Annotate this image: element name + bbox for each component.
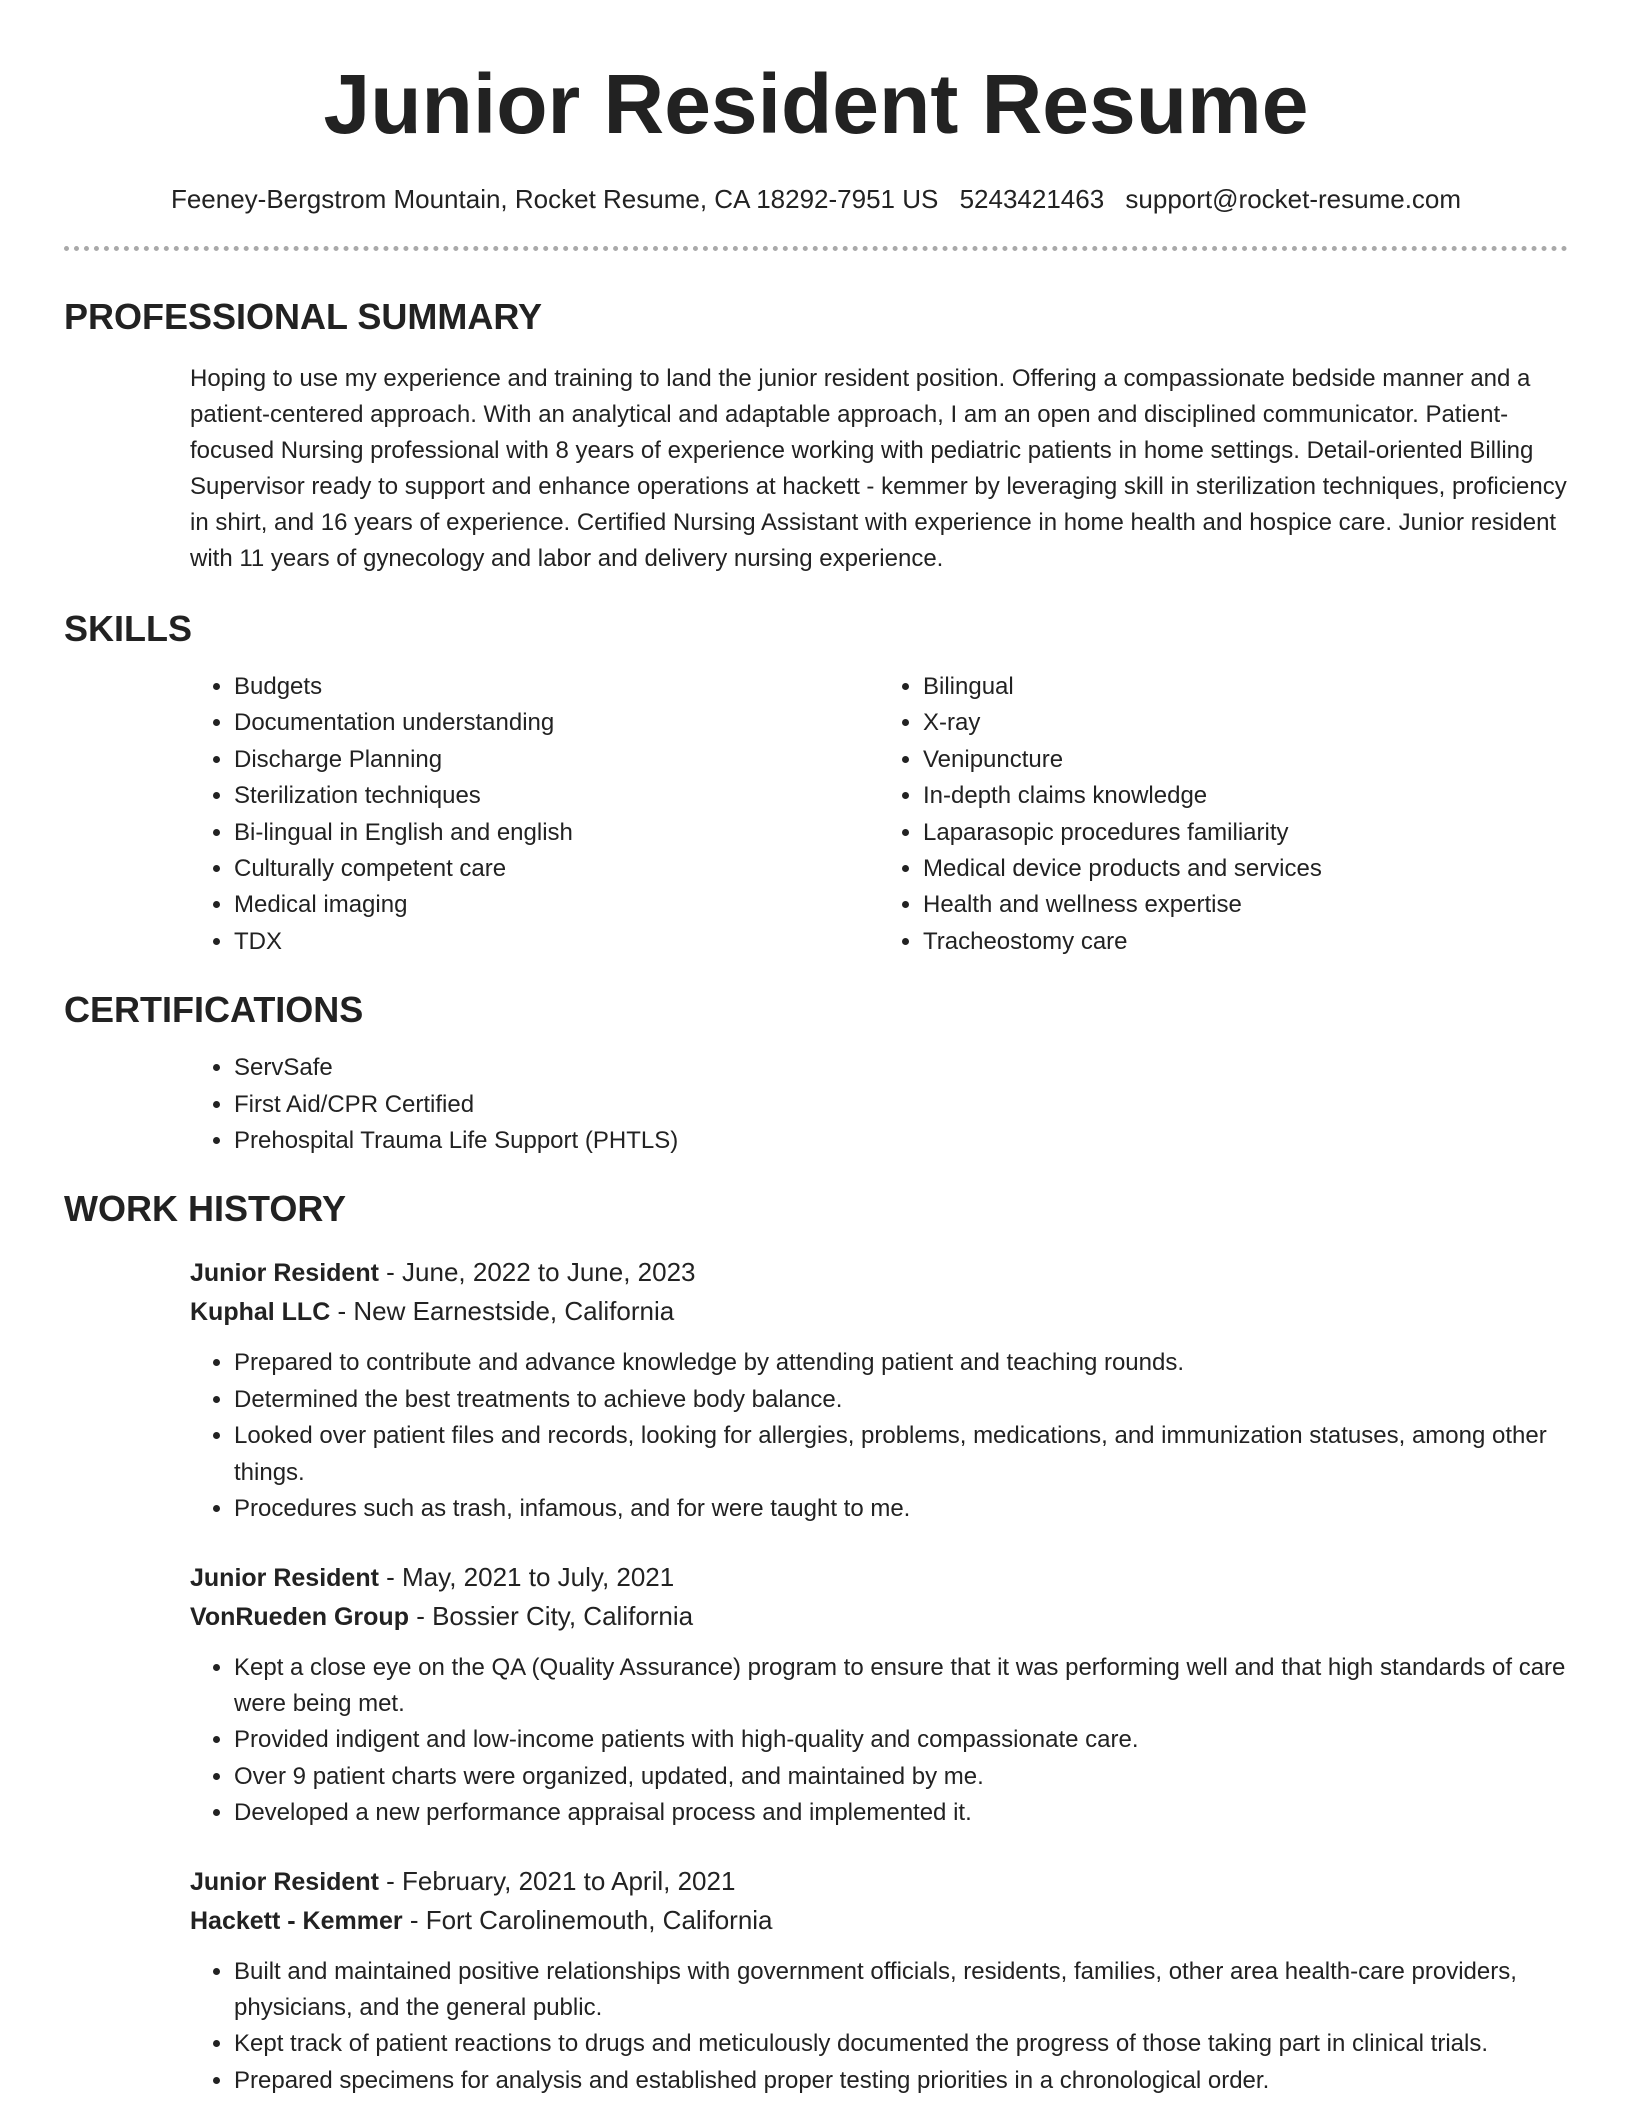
job-title-line bbox=[190, 1253, 1568, 1292]
contact-line bbox=[64, 182, 1568, 216]
job-bullet: • Prepared specimens for analysis and established proper testing priorities in a chronological order. bbox=[234, 2063, 1568, 2099]
resume-title: Junior Resident Resume bbox=[323, 57, 1309, 151]
job-location: - Fort Carolinemouth, California bbox=[402, 1904, 773, 1935]
job-company: VonRueden Group bbox=[190, 1602, 409, 1631]
skill-item: • TDX bbox=[234, 924, 879, 960]
skill-item: • Budgets bbox=[234, 669, 879, 705]
work-history-heading: WORK HISTORY bbox=[64, 1188, 347, 1230]
job-title-line bbox=[190, 1862, 1568, 1901]
certifications-heading: CERTIFICATIONS bbox=[64, 989, 364, 1031]
job-company: Kuphal LLC bbox=[190, 1298, 331, 1327]
certification-item: • First Aid/CPR Certified bbox=[234, 1087, 1568, 1123]
job-entry bbox=[190, 1558, 1568, 1832]
summary-heading: PROFESSIONAL SUMMARY bbox=[64, 296, 543, 337]
job-location: - New Earnestside, California bbox=[330, 1296, 675, 1327]
certifications-bullets bbox=[190, 1050, 1568, 1159]
job-title-line bbox=[190, 1558, 1568, 1597]
skill-item: • Medical device products and services bbox=[923, 851, 1568, 887]
certifications-list bbox=[190, 1050, 1568, 1159]
job-bullet: • Kept a close eye on the QA (Quality Assurance) program to ensure that it was performing well and that high standards of care were being met. bbox=[234, 1650, 1568, 1723]
job-bullet: • Looked over patient files and records, looking for allergies, problems, medications, and immunization statuses, among other things. bbox=[234, 1418, 1568, 1491]
job-dates: - February, 2021 to April, 2021 bbox=[378, 1865, 736, 1896]
job-company-line bbox=[190, 1597, 1568, 1636]
job-bullet: • Provided indigent and low-income patients with high-quality and compassionate care. bbox=[234, 1722, 1568, 1758]
job-company-line bbox=[190, 1292, 1568, 1331]
skills-list bbox=[190, 669, 1568, 960]
job-bullets bbox=[190, 1650, 1568, 1832]
contact-address: Feeney-Bergstrom Mountain, Rocket Resume, CA 18292-7951 US bbox=[170, 184, 939, 214]
skills-column-left bbox=[190, 669, 879, 960]
job-bullets bbox=[190, 1345, 1568, 1527]
skill-item: • Laparasopic procedures familiarity bbox=[923, 815, 1568, 851]
job-bullet: • Developed a new performance appraisal process and implemented it. bbox=[234, 1795, 1568, 1831]
skill-item: • In-depth claims knowledge bbox=[923, 778, 1568, 814]
skill-item: • Venipuncture bbox=[923, 742, 1568, 778]
contact-email: support@rocket-resume.com bbox=[1125, 184, 1462, 214]
resume-page bbox=[64, 0, 1568, 2099]
job-dates: - May, 2021 to July, 2021 bbox=[378, 1561, 675, 1592]
skill-item: • Medical imaging bbox=[234, 887, 879, 923]
job-company: Hackett - Kemmer bbox=[190, 1906, 403, 1935]
job-title: Junior Resident bbox=[190, 1563, 379, 1592]
job-bullet: • Determined the best treatments to achieve body balance. bbox=[234, 1382, 1568, 1418]
job-entry bbox=[190, 1253, 1568, 1527]
job-bullet: • Kept track of patient reactions to drugs and meticulously documented the progress of those taking part in clinical trials. bbox=[234, 2026, 1568, 2062]
skill-item: • X-ray bbox=[923, 705, 1568, 741]
skill-item: • Discharge Planning bbox=[234, 742, 879, 778]
skills-heading: SKILLS bbox=[64, 608, 193, 649]
skill-item: • Culturally competent care bbox=[234, 851, 879, 887]
skill-item: • Documentation understanding bbox=[234, 705, 879, 741]
job-entry bbox=[190, 1862, 1568, 2100]
job-title: Junior Resident bbox=[190, 1259, 379, 1288]
job-company-line bbox=[190, 1901, 1568, 1940]
skill-item: • Bilingual bbox=[923, 669, 1568, 705]
job-title: Junior Resident bbox=[190, 1867, 379, 1896]
certification-item: • Prehospital Trauma Life Support (PHTLS) bbox=[234, 1123, 1568, 1159]
skill-item: • Health and wellness expertise bbox=[923, 887, 1568, 923]
job-bullets bbox=[190, 1954, 1568, 2100]
job-bullet: • Prepared to contribute and advance knowledge by attending patient and teaching rounds. bbox=[234, 1345, 1568, 1381]
contact-phone: 5243421463 bbox=[959, 184, 1105, 214]
job-bullet: • Over 9 patient charts were organized, updated, and maintained by me. bbox=[234, 1759, 1568, 1795]
skill-item: • Sterilization techniques bbox=[234, 778, 879, 814]
skill-item: • Tracheostomy care bbox=[923, 924, 1568, 960]
job-bullet: • Built and maintained positive relationships with government officials, residents, families, other area health-care providers, physicians, and the general public. bbox=[234, 1954, 1568, 2027]
job-dates: - June, 2022 to June, 2023 bbox=[378, 1257, 696, 1288]
job-location: - Bossier City, California bbox=[408, 1600, 694, 1631]
header-divider bbox=[64, 246, 1568, 251]
job-bullet: • Procedures such as trash, infamous, and for were taught to me. bbox=[234, 1491, 1568, 1527]
summary-text: Hoping to use my experience and training to land the junior resident position. Offering a compassionate bedside manner and a patient-centered approach. With an analytical and adaptable approach, I am an open and disciplined communicator. Patient-focused Nursing professional with 8 years of experience working with pediatric patients in home settings. Detail-oriented Billing Supervisor ready to support and enhance operations at hackett - kemmer by leveraging skill in sterilization techniques, proficiency in shirt, and 16 years of experience. Certified Nursing Assistant with experience in home health and hospice care. Junior resident with 11 years of gynecology and labor and delivery nursing experience. bbox=[190, 365, 1567, 572]
certification-item: • ServSafe bbox=[234, 1050, 1568, 1086]
skills-column-right bbox=[879, 669, 1568, 960]
skill-item: • Bi-lingual in English and english bbox=[234, 815, 879, 851]
